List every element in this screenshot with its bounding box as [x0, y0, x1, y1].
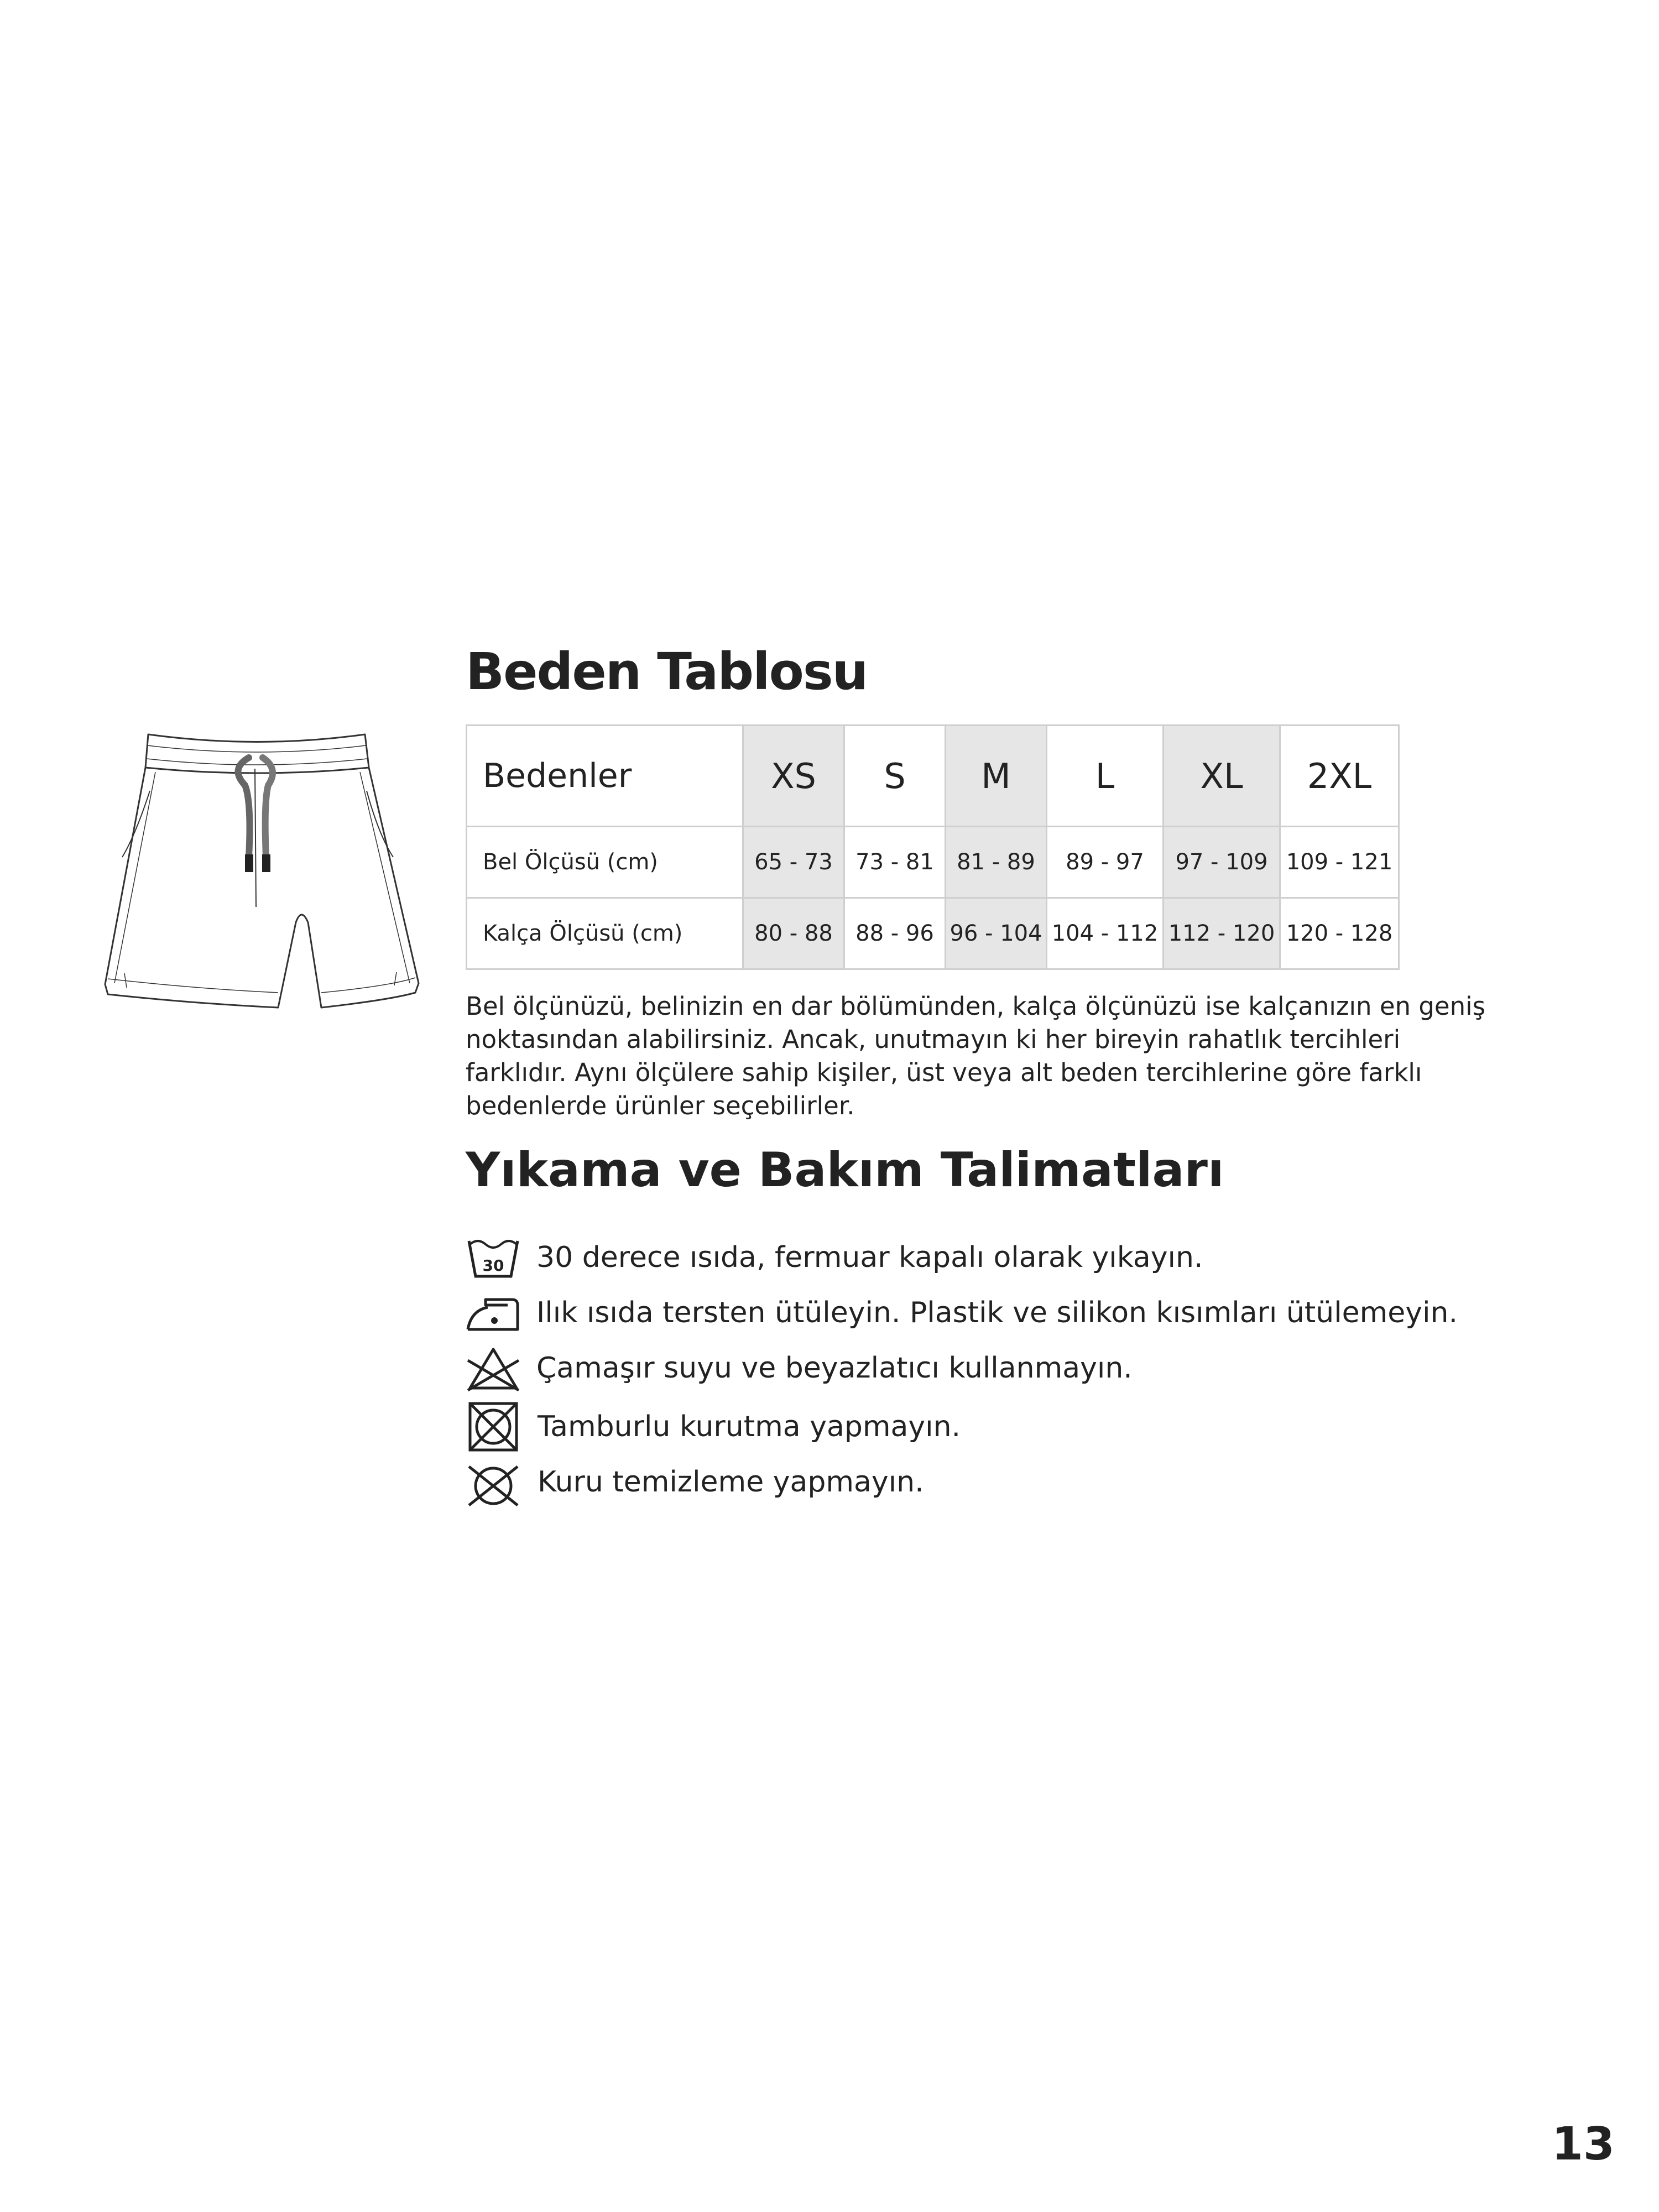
care-text: Çamaşır suyu ve beyazlatıcı kullanmayın. — [536, 1352, 1133, 1385]
size-l: L — [1047, 726, 1164, 827]
table-cell: 109 - 121 — [1280, 827, 1399, 898]
no-bleach-icon — [466, 1344, 521, 1394]
row-label-waist: Bel Ölçüsü (cm) — [467, 827, 743, 898]
measurement-note: Bel ölçünüzü, belinizin en dar bölümünden, kalça ölçünüzü ise kalçanızın en geniş noktasından alabilirsiniz. Ancak, unutmayın ki her bireyin rahatlık tercihleri farklıdır. Aynı ölçülere sahip kişiler, üst veya alt beden tercihlerine göre farklı bedenlerde ürünler seçebilirler. — [466, 992, 1486, 1120]
table-row — [467, 898, 1399, 969]
size-header-row — [467, 726, 1399, 827]
page-number: 13 — [1551, 2118, 1615, 2171]
size-table — [466, 724, 1400, 970]
size-m: M — [946, 726, 1047, 827]
table-cell: 112 - 120 — [1164, 898, 1280, 969]
care-text: Tamburlu kurutma yapmayın. — [538, 1410, 961, 1443]
wash-30-icon — [466, 1233, 521, 1283]
table-cell: 80 - 88 — [743, 898, 844, 969]
table-cell: 88 - 96 — [844, 898, 946, 969]
care-text: Ilık ısıda tersten ütüleyin. Plastik ve silikon kısımları ütülemeyin. — [536, 1296, 1458, 1329]
no-dry-clean-icon — [466, 1461, 521, 1511]
care-text: Kuru temizleme yapmayın. — [538, 1465, 924, 1499]
row-label-hip: Kalça Ölçüsü (cm) — [467, 898, 743, 969]
size-table-title: Beden Tablosu — [466, 642, 868, 701]
table-cell: 120 - 128 — [1280, 898, 1399, 969]
size-xl: XL — [1164, 726, 1280, 827]
care-title: Yıkama ve Bakım Talimatları — [466, 1142, 1224, 1198]
table-cell: 97 - 109 — [1164, 827, 1280, 898]
header-label: Bedenler — [467, 726, 743, 827]
size-2xl: 2XL — [1280, 726, 1399, 827]
table-cell: 96 - 104 — [946, 898, 1047, 969]
size-xs: XS — [743, 726, 844, 827]
no-tumble-dry-icon — [466, 1399, 521, 1454]
wash-temp-label: 30 — [482, 1256, 504, 1275]
table-row — [467, 827, 1399, 898]
table-cell: 89 - 97 — [1047, 827, 1164, 898]
iron-low-icon — [466, 1288, 521, 1338]
shorts-illustration — [102, 719, 423, 1040]
table-cell: 81 - 89 — [946, 827, 1047, 898]
table-cell: 65 - 73 — [743, 827, 844, 898]
table-cell: 73 - 81 — [844, 827, 946, 898]
table-cell: 104 - 112 — [1047, 898, 1164, 969]
care-text: 30 derece ısıda, fermuar kapalı olarak yıkayın. — [536, 1241, 1203, 1274]
size-s: S — [844, 726, 946, 827]
